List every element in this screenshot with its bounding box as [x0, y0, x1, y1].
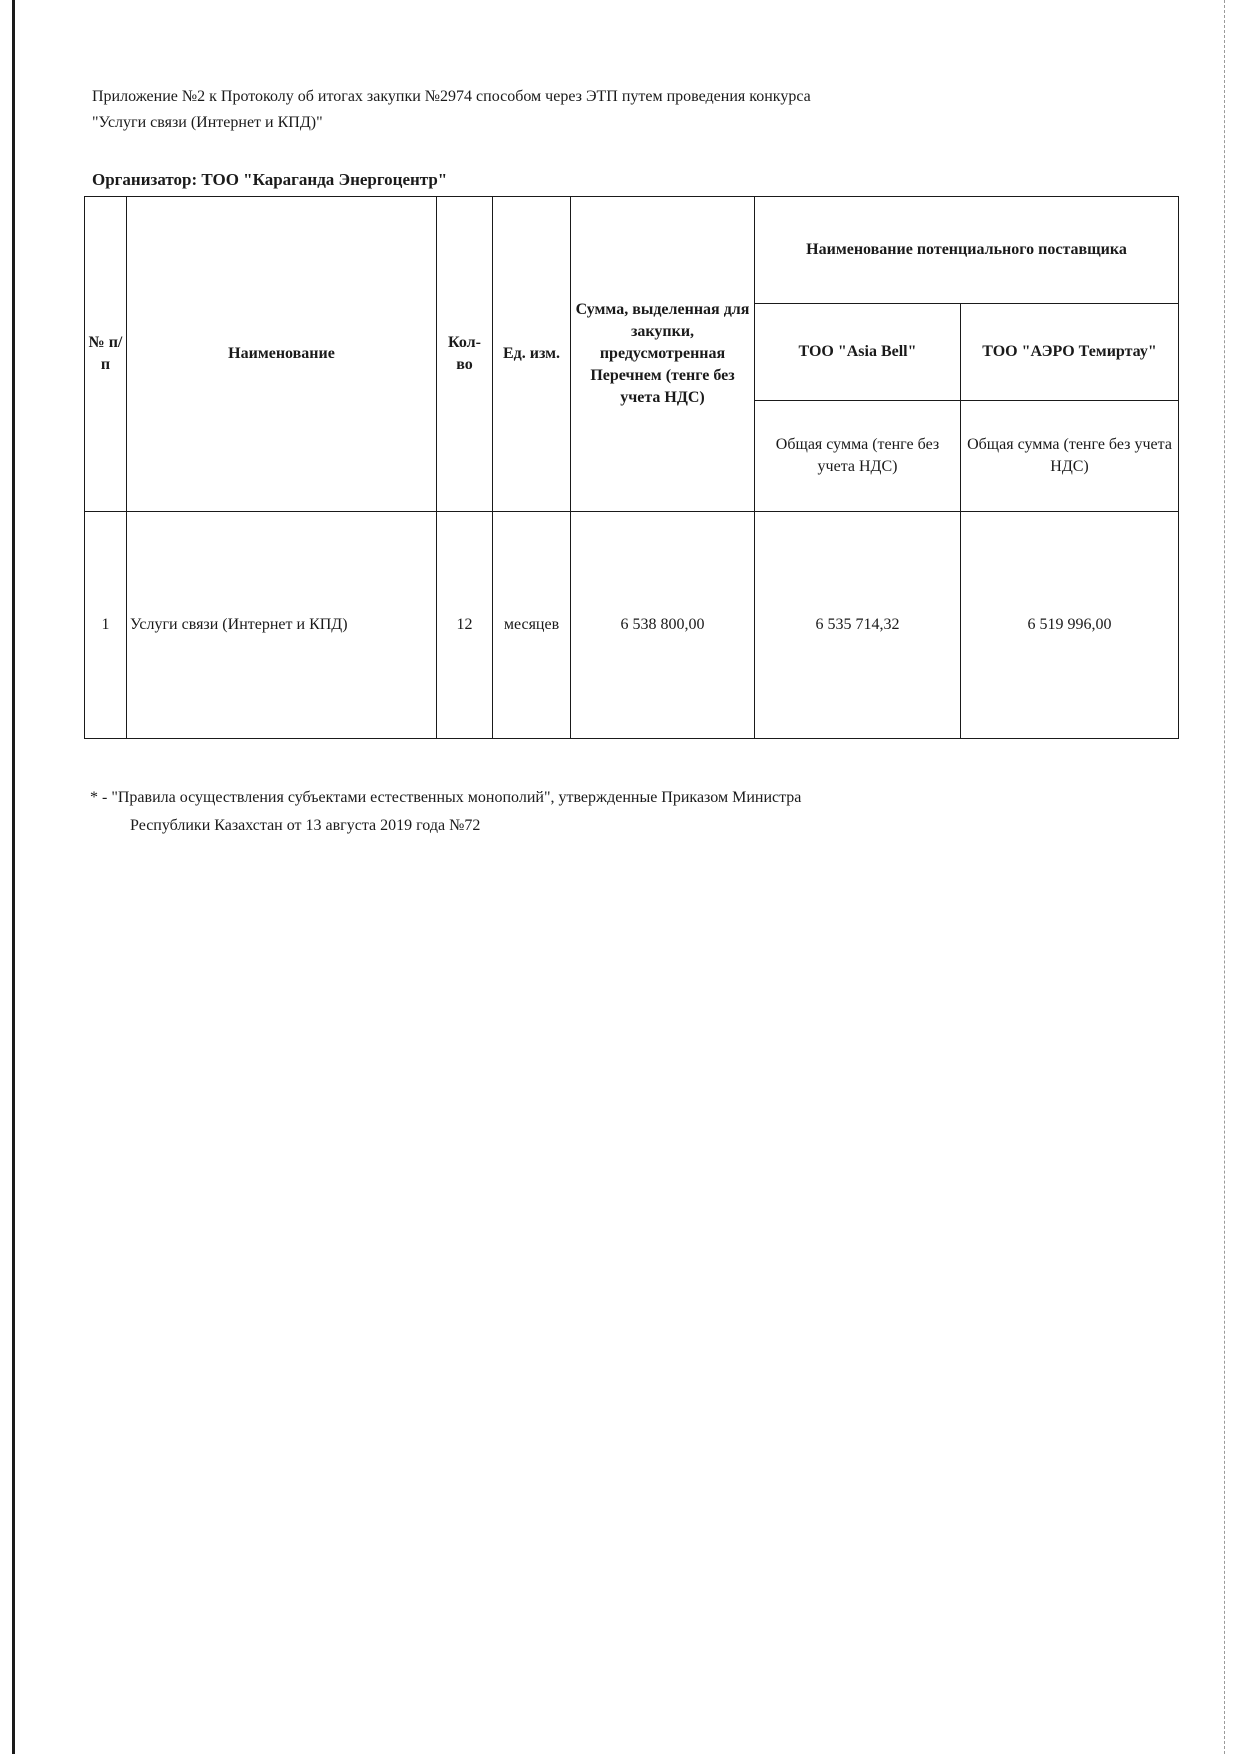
footnote-line-1: * - "Правила осуществления субъектами естественных монополий", утвержденные Приказом Министра — [90, 789, 802, 806]
scan-edge-right — [1224, 0, 1226, 1754]
footnote — [90, 784, 990, 840]
scan-edge-left — [12, 0, 15, 1754]
col-header-unit: Ед. изм. — [493, 197, 571, 512]
col-header-supplier-1: ТОО "Asia Bell" — [755, 304, 961, 401]
col-header-number: № п/п — [85, 197, 127, 512]
results-table — [84, 196, 1179, 739]
col-header-amount: Сумма, выделенная для закупки, предусмотренная Перечнем (тенге без учета НДС) — [571, 197, 755, 512]
cell-quantity: 12 — [437, 512, 493, 739]
header-line-1: Приложение №2 к Протоколу об итогах закупки №2974 способом через ЭТП путем проведения конкурса — [92, 88, 811, 105]
table-header-row-1 — [85, 197, 1179, 304]
col-header-supplier-1-total: Общая сумма (тенге без учета НДС) — [755, 401, 961, 512]
col-header-supplier-2: ТОО "АЭРО Темиртау" — [961, 304, 1179, 401]
col-header-name: Наименование — [127, 197, 437, 512]
cell-supplier-1-total: 6 535 714,32 — [755, 512, 961, 739]
table-row — [85, 512, 1179, 739]
footnote-line-2: Республики Казахстан от 13 августа 2019 года №72 — [130, 817, 481, 834]
cell-unit: месяцев — [493, 512, 571, 739]
header-line-2: "Услуги связи (Интернет и КПД)" — [92, 114, 323, 131]
col-header-suppliers-group: Наименование потенциального поставщика — [755, 197, 1179, 304]
cell-name: Услуги связи (Интернет и КПД) — [127, 512, 437, 739]
col-header-supplier-2-total: Общая сумма (тенге без учета НДС) — [961, 401, 1179, 512]
col-header-quantity: Кол-во — [437, 197, 493, 512]
document-header — [92, 84, 992, 136]
organizer-line: Организатор: ТОО "Караганда Энергоцентр" — [92, 170, 448, 189]
cell-supplier-2-total: 6 519 996,00 — [961, 512, 1179, 739]
cell-amount: 6 538 800,00 — [571, 512, 755, 739]
cell-number: 1 — [85, 512, 127, 739]
